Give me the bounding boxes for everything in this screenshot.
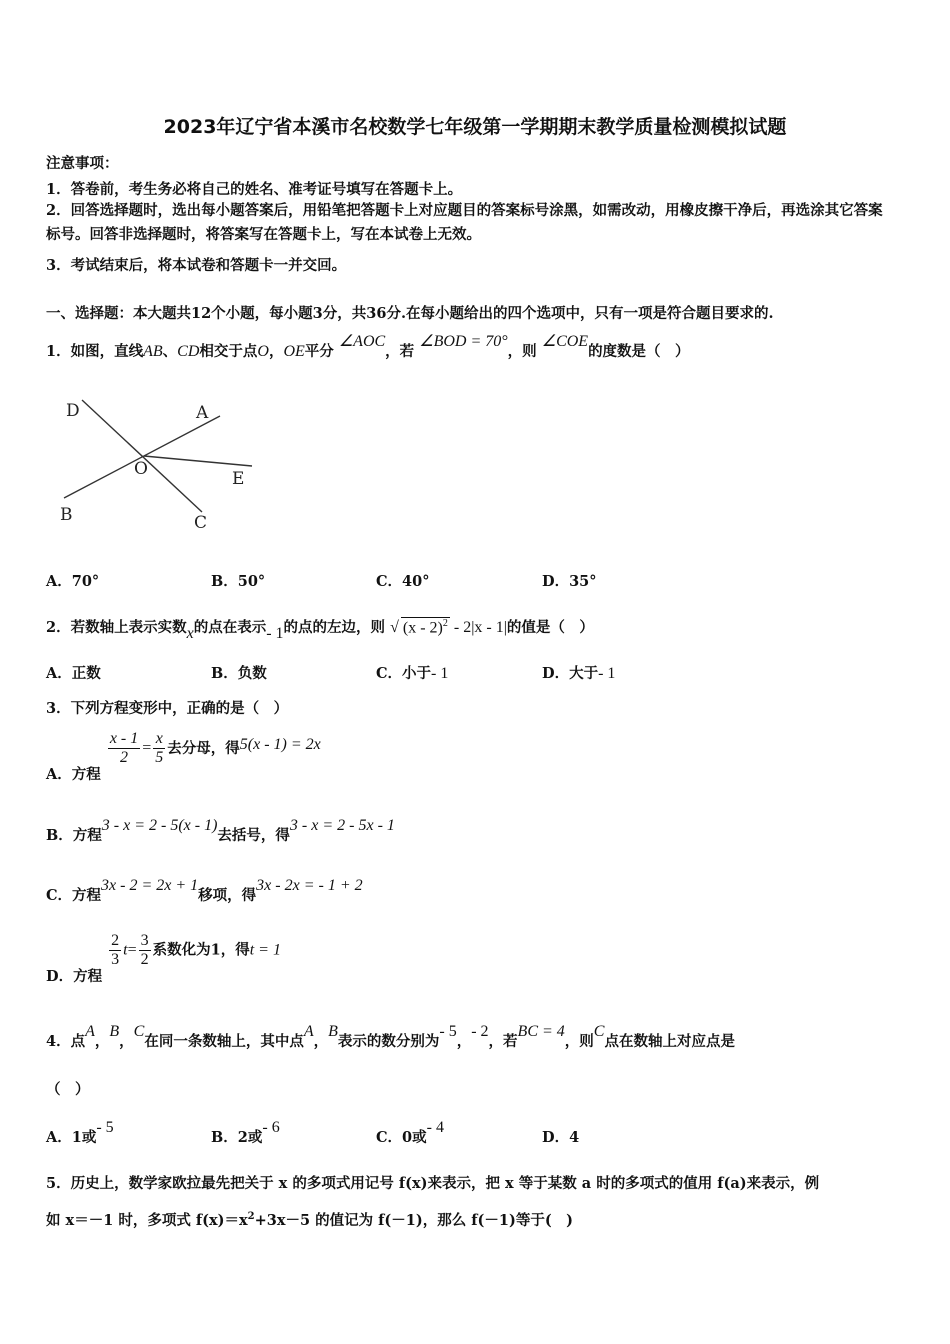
notes-heading: 注意事项： xyxy=(46,155,119,172)
q1-text-3: 平分 xyxy=(304,343,334,360)
q1-angle-aoc: ∠AOC xyxy=(338,333,386,350)
q5-line-2a: 如 x＝－1 时，多项式 f(x)＝x xyxy=(46,1212,248,1229)
q2-option-d[interactable] xyxy=(542,662,615,683)
q4-option-a-math: - 5 xyxy=(96,1119,114,1136)
q3d-frac-1-den: 3 xyxy=(111,951,120,968)
q1-figure xyxy=(52,392,262,532)
q4-c3: ， xyxy=(313,1033,329,1050)
label-e: E xyxy=(232,469,245,489)
q4-bc: BC = 4 xyxy=(517,1023,565,1040)
q2-text-3: 的点的左边，则 xyxy=(283,619,386,636)
q3a-frac-2 xyxy=(153,730,165,767)
q1-text-5: ，则 xyxy=(507,343,537,360)
q2-option-c[interactable] xyxy=(376,662,448,683)
q1-option-d[interactable]: D．35° xyxy=(542,573,597,590)
notes-item-1: 1．答卷前，考生务必将自己的姓名、准考证号填写在答题卡上。 xyxy=(46,181,463,198)
q2-neg-one: - 1 xyxy=(266,625,284,642)
q1-o: O xyxy=(257,343,269,360)
question-3-stem: 3．下列方程变形中，正确的是（ ） xyxy=(46,700,289,717)
q4-c1: ， xyxy=(94,1033,110,1050)
q3b-equation: 3 - x = 2 - 5(x - 1) xyxy=(101,817,218,834)
q1-angle-bod: ∠BOD = 70° xyxy=(419,333,508,350)
q2-text-2: 的点在表示 xyxy=(193,619,267,636)
q2-option-b[interactable] xyxy=(211,662,267,683)
q1-text-1: 1．如图，直线 xyxy=(46,343,144,360)
q1-text-2: 相交于点 xyxy=(199,343,258,360)
q3d-frac-2 xyxy=(139,932,151,969)
q5-sup: 2 xyxy=(247,1211,255,1223)
q1-option-a[interactable]: A．70° xyxy=(46,573,100,590)
q2-option-d-label: D．大于 xyxy=(542,665,599,682)
q4-option-a[interactable] xyxy=(46,1119,114,1147)
q3d-label: D．方程 xyxy=(46,967,103,985)
q1-comma: ， xyxy=(268,343,284,360)
notes-item-3: 3．考试结束后，将本试卷和答题卡一并交回。 xyxy=(46,257,347,274)
question-1 xyxy=(46,333,690,361)
label-a: A xyxy=(196,403,209,423)
q3a-frac-1-num: x - 1 xyxy=(109,730,139,747)
q2-abs: |x - 1| xyxy=(471,619,507,636)
page-title: 2023年辽宁省本溪市名校数学七年级第一学期期末教学质量检测模拟试题 xyxy=(163,116,787,138)
q1-oe: OE xyxy=(283,343,305,360)
q4-c4: ， xyxy=(456,1033,472,1050)
q3a-eq: = xyxy=(142,739,152,757)
q4-text-3: 表示的数分别为 xyxy=(337,1033,440,1050)
q3a-frac-2-num: x xyxy=(153,730,165,749)
q3d-t: t xyxy=(123,941,128,959)
q4-option-b-math: - 6 xyxy=(262,1119,280,1136)
q3b-result: 3 - x = 2 - 5x - 1 xyxy=(289,817,395,834)
q3a-frac-1-den: 2 xyxy=(120,749,129,766)
question-2 xyxy=(46,616,594,642)
section-heading: 一、选择题：本大题共12个小题，每小题3分，共36分.在每小题给出的四个选项中，只有一项是符合题目要求的. xyxy=(46,305,774,322)
q3c-equation: 3x - 2 = 2x + 1 xyxy=(101,877,199,894)
q3d-frac-1 xyxy=(109,932,121,969)
q4-text-6: 点在数轴上对应点是 xyxy=(604,1033,735,1050)
label-b: B xyxy=(60,505,73,525)
q3a-frac-1 xyxy=(108,730,140,767)
q3a-result: 5(x - 1) = 2x xyxy=(239,735,321,753)
q3c-label: C．方程 xyxy=(46,887,102,904)
q2-option-c-label: C．小于 xyxy=(376,665,432,682)
q2-minus-two: - 2 xyxy=(453,619,472,636)
q4-option-b[interactable] xyxy=(211,1119,280,1147)
q3b-label: B．方程 xyxy=(46,827,102,844)
q2-text-4: 的值是（ ） xyxy=(506,619,594,636)
q1-text-4: ，若 xyxy=(385,343,415,360)
q3-option-a[interactable] xyxy=(46,730,321,783)
q1-option-c[interactable]: C．40° xyxy=(376,573,430,590)
q3d-result: t = 1 xyxy=(249,941,281,959)
question-5-line-2 xyxy=(46,1209,573,1230)
notes-item-2: 2．回答选择题时，选出每小题答案后，用铅笔把答题卡上对应题目的答案标号涂黑，如需改动，用橡皮擦干净后，再选涂其它答案标号。回答非选择题时，将答案写在答题卡上，写在本试卷上无效。 xyxy=(46,202,883,243)
q2-option-b-label: B．负数 xyxy=(211,665,267,682)
q4-b2: B xyxy=(328,1023,338,1040)
q3c-result: 3x - 2x = - 1 + 2 xyxy=(256,877,363,894)
q3a-frac-2-den: 5 xyxy=(155,749,164,766)
q2-option-a-label: A．正数 xyxy=(46,665,101,682)
q2-text-1: 2．若数轴上表示实数 xyxy=(46,619,187,636)
q4-option-b-label: B．2或 xyxy=(211,1129,263,1146)
q4-text-5: ，则 xyxy=(564,1033,594,1050)
q3b-text-2: 去括号，得 xyxy=(217,827,290,844)
q4-option-a-label: A．1或 xyxy=(46,1129,97,1146)
q4-c2: ， xyxy=(119,1033,134,1050)
q4-text-4: ，若 xyxy=(488,1033,518,1050)
q4-b: B xyxy=(109,1023,120,1040)
q2-option-d-math: - 1 xyxy=(598,665,616,682)
q4-neg-two: - 2 xyxy=(471,1023,489,1040)
q2-sqrt-sup: 2 xyxy=(442,617,448,629)
q3a-label: A．方程 xyxy=(46,765,101,783)
q4-option-d-label: D．4 xyxy=(542,1129,580,1146)
q4-option-d[interactable] xyxy=(542,1126,579,1147)
question-4 xyxy=(46,1023,735,1051)
q1-option-b[interactable]: B．50° xyxy=(211,573,266,590)
q2-sqrt-body: (x - 2) xyxy=(402,619,443,636)
q1-cd: CD xyxy=(177,343,200,360)
q2-x: x xyxy=(186,625,194,642)
ray-oe xyxy=(144,456,252,466)
q4-option-c[interactable] xyxy=(376,1119,444,1147)
q3d-frac-1-num: 2 xyxy=(111,932,120,949)
q4-text-2: 在同一条数轴上，其中点 xyxy=(144,1033,304,1050)
q5-line-2b: +3x－5 的值记为 f(－1)，那么 f(－1)等于( ) xyxy=(254,1212,574,1229)
q4-text-1: 4．点 xyxy=(46,1033,86,1050)
q1-text-6: 的度数是（ ） xyxy=(588,343,690,360)
q1-angle-coe: ∠COE xyxy=(541,333,589,350)
q4-neg-five: - 5 xyxy=(439,1023,457,1040)
q3-option-c[interactable] xyxy=(46,877,363,905)
q3-option-b[interactable] xyxy=(46,817,395,845)
q2-option-c-math: - 1 xyxy=(431,665,449,682)
q3-option-d[interactable] xyxy=(46,932,281,985)
q4-option-c-label: C．0或 xyxy=(376,1129,427,1146)
q3d-frac-2-num: 3 xyxy=(140,932,149,949)
q2-sqrt-expr: √ (x - 2)$^2$ - 2|x - 1| xyxy=(390,617,507,636)
q4-a2: A xyxy=(303,1023,314,1040)
q3d-frac-2-den: 2 xyxy=(140,951,149,968)
label-c: C xyxy=(194,513,208,532)
q3d-text-2: 系数化为1，得 xyxy=(152,941,250,959)
q3d-eq: = xyxy=(127,941,137,959)
q2-option-a[interactable] xyxy=(46,662,101,683)
line-dc xyxy=(82,400,202,512)
q4-c5: C xyxy=(593,1023,605,1040)
q1-sep: 、 xyxy=(162,343,178,360)
q4-c: C xyxy=(133,1023,145,1040)
label-d: D xyxy=(66,401,80,421)
q4-paren: （ ） xyxy=(46,1081,90,1098)
q3a-text-2: 去分母，得 xyxy=(167,739,240,757)
q4-option-c-math: - 4 xyxy=(426,1119,444,1136)
label-o: O xyxy=(134,459,148,479)
line-ab xyxy=(64,416,220,498)
q4-a: A xyxy=(85,1023,95,1040)
question-5-line-1: 5．历史上，数学家欧拉最先把关于 x 的多项式用记号 f(x)来表示，把 x 等于某数 a 时的多项式的值用 f(a)来表示，例 xyxy=(46,1175,820,1192)
q3c-text-2: 移项，得 xyxy=(198,887,257,904)
q1-ab: AB xyxy=(143,343,163,360)
